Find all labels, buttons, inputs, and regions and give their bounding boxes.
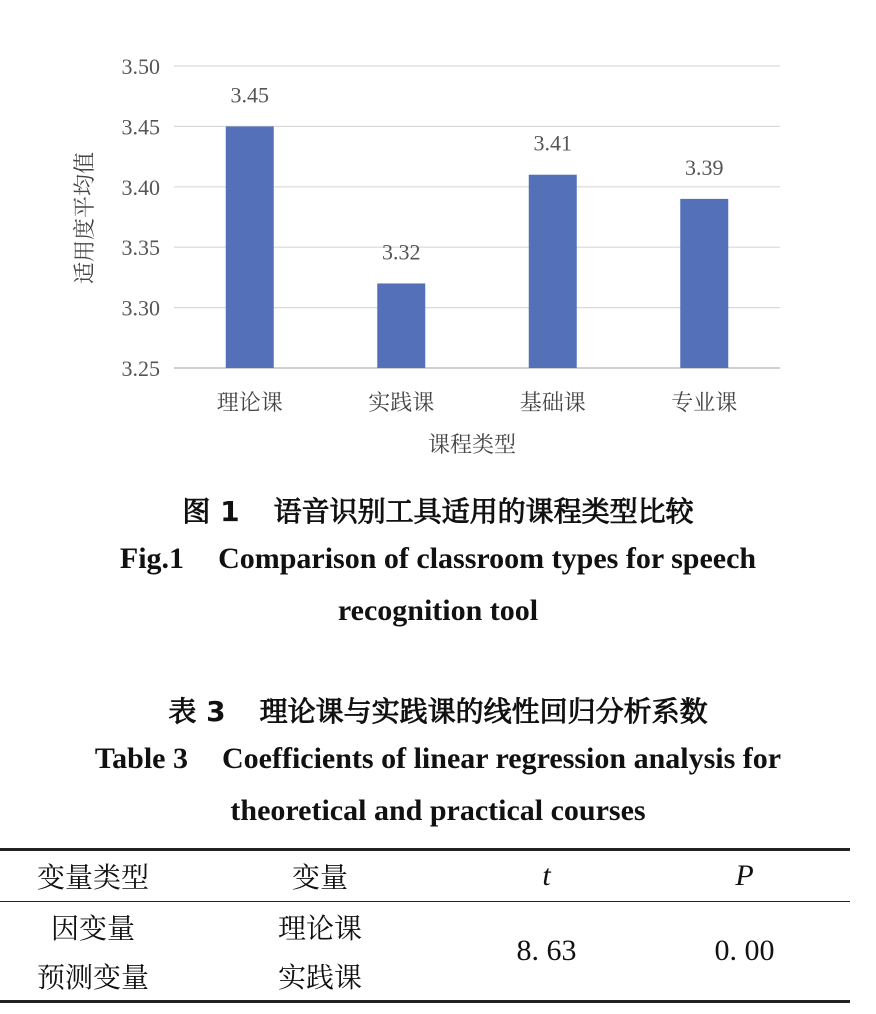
table-title-en-line1: Coefficients of linear regression analysis for [221,742,782,775]
table-header-row [0,850,850,902]
data-label: 3.32 [382,239,421,265]
y-tick-label: 3.50 [121,54,160,79]
table-row [0,902,850,952]
table-caption-en [0,742,876,776]
data-label: 3.39 [685,154,724,180]
y-tick-label: 3.40 [121,174,160,200]
x-tick-label: 专业课 [671,391,738,416]
cell-p-value: 0. 00 [639,902,850,1002]
data-label: 3.45 [230,82,269,108]
cell-variable: 理论课 [277,911,362,945]
bar [226,126,274,368]
bar [377,283,425,368]
x-tick-label: 实践课 [368,391,435,416]
cell-variable: 实践课 [186,952,454,1002]
y-tick-label: 3.25 [121,356,160,381]
x-tick-labels [217,391,738,416]
bar [529,175,577,368]
data-label: 3.41 [533,130,572,156]
y-tick-label: 3.35 [121,235,160,261]
figure-caption-zh [0,490,876,530]
cell-variable-type: 预测变量 [0,952,186,1002]
table-caption-zh [0,690,876,730]
table-title-en-line2: theoretical and practical courses [230,794,646,827]
table-number-en: Table 3 [94,742,188,775]
figure-number-en: Fig.1 [119,542,185,575]
x-tick-label: 理论课 [216,391,283,416]
y-tick-labels [122,54,161,381]
figure-title-zh: 语音识别工具适用的课程类型比较 [273,495,694,528]
header-variable: 变量 [186,850,454,902]
y-tick-label: 3.45 [121,114,160,140]
table-title-zh: 理论课与实践课的线性回归分析系数 [259,695,708,728]
regression-table [0,848,850,1003]
header-p: P [639,850,850,902]
figure-caption-en [0,542,876,576]
data-labels [231,82,724,264]
cell-t-value: 8. 63 [454,902,639,1002]
header-variable-type: 变量类型 [0,850,186,902]
x-tick-label: 基础课 [519,391,586,416]
x-axis-label: 课程类型 [427,433,517,458]
header-t: t [454,850,639,902]
y-tick-label: 3.30 [121,295,160,321]
figure-title-en-line2: recognition tool [337,594,539,627]
figure-title-en-line1: Comparison of classroom types for speech [218,542,757,575]
bar-chart [0,0,876,470]
y-axis-label: 适用度平均值 [73,151,98,285]
bar [680,199,728,368]
table-number-zh: 表 3 [168,695,226,728]
cell-variable-type: 因变量 [50,911,135,945]
figure-number-zh: 图 1 [182,495,240,528]
